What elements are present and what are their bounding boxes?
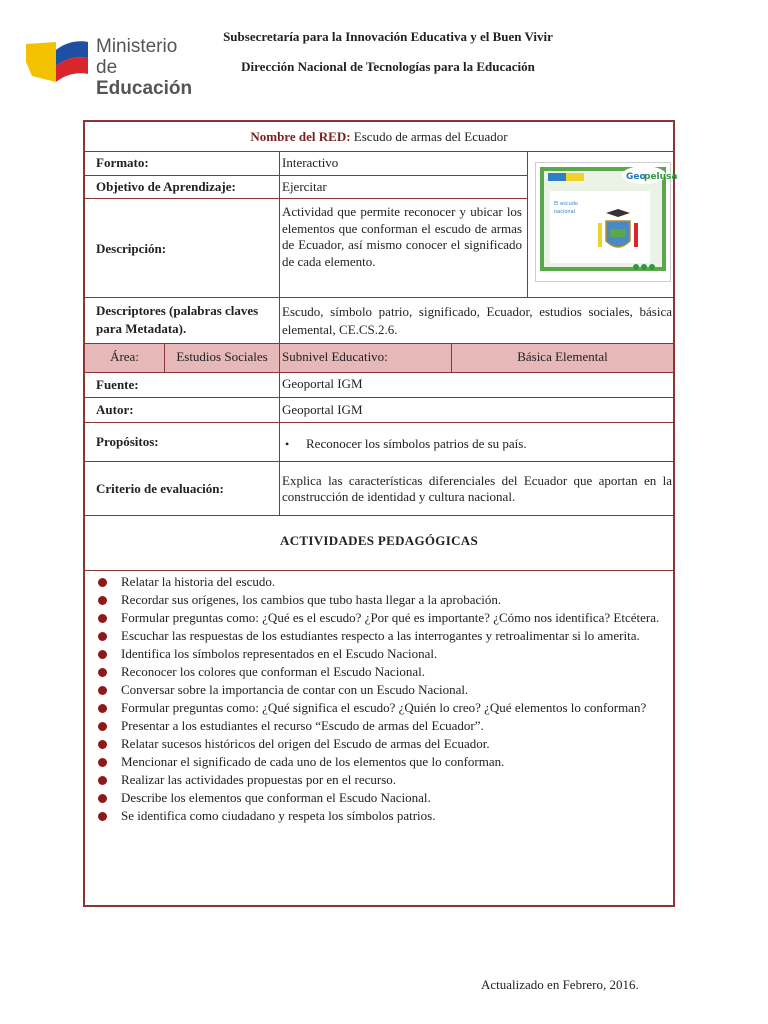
column-divider — [279, 151, 280, 515]
bullet-icon — [98, 776, 107, 785]
propositos-bullet-icon: • — [285, 437, 290, 451]
list-item: Formular preguntas como: ¿Qué es el escudo? ¿Por qué es importante? ¿Cómo nos identifica? Etcétera. — [97, 609, 671, 627]
row-divider — [85, 422, 673, 423]
row-divider — [85, 515, 673, 516]
red-name-row — [85, 122, 673, 151]
row-divider — [85, 151, 673, 152]
row-divider — [85, 397, 673, 398]
area-label: Área: — [110, 349, 139, 364]
criterio-value: Explica las características diferenciales del Ecuador que aportan en la construcción de identidad y cultura nacional. — [282, 473, 672, 504]
bullet-icon — [98, 614, 107, 623]
list-item: Formular preguntas como: ¿Qué significa el escudo? ¿Quién lo creo? ¿Qué elementos lo conforman? — [97, 699, 671, 717]
ministerio-logo — [26, 34, 201, 99]
row-divider — [85, 297, 673, 298]
bullet-icon — [98, 578, 107, 587]
fuente-label: Fuente: — [96, 377, 139, 392]
actividades-title: ACTIVIDADES PEDAGÓGICAS — [280, 533, 478, 548]
fuente-value: Geoportal IGM — [282, 376, 363, 391]
bullet-icon — [98, 668, 107, 677]
bullet-icon — [98, 704, 107, 713]
logo-line-2-prefix: de — [96, 57, 118, 78]
header-direccion: Dirección Nacional de Tecnologías para la Educación — [241, 59, 535, 74]
row-divider — [85, 461, 673, 462]
formato-label: Formato: — [96, 155, 149, 170]
list-item: Realizar las actividades propuestas por en el recurso. — [97, 771, 671, 789]
list-item: Mencionar el significado de cada uno de los elementos que lo conforman. — [97, 753, 671, 771]
bullet-icon — [98, 632, 107, 641]
bullet-icon — [98, 650, 107, 659]
descripcion-value: Actividad que permite reconocer y ubicar los elementos que conforman el escudo de armas de Ecuador, así mismo conocer el significado de cada elemento. — [282, 204, 522, 269]
logo-line-2-bold: Educación — [96, 78, 193, 99]
list-item: Identifica los símbolos representados en el Escudo Nacional. — [97, 645, 671, 663]
bullet-icon — [98, 812, 107, 821]
bullet-icon — [98, 722, 107, 731]
logo-line-1: Ministerio — [96, 36, 178, 57]
svg-text:El escudo: El escudo — [554, 201, 578, 207]
flag-logo-icon — [26, 36, 90, 84]
objetivo-value: Ejercitar — [282, 179, 327, 194]
bullet-icon — [98, 794, 107, 803]
row-divider — [85, 175, 527, 176]
red-name-value: Escudo de armas del Ecuador — [353, 129, 508, 144]
red-thumbnail — [535, 162, 678, 282]
list-item: Relatar la historia del escudo. — [97, 573, 671, 591]
autor-value: Geoportal IGM — [282, 402, 363, 417]
row-divider — [85, 198, 527, 199]
propositos-value: Reconocer los símbolos patrios de su país. — [306, 436, 527, 451]
red-name-label: Nombre del RED: — [250, 129, 351, 144]
subnivel-label: Subnivel Educativo: — [282, 349, 388, 364]
bullet-icon — [98, 596, 107, 605]
descriptores-label: Descriptores (palabras claves para Metadata). — [96, 303, 259, 336]
list-item: Describe los elementos que conforman el Escudo Nacional. — [97, 789, 671, 807]
column-divider — [527, 151, 528, 297]
row-divider — [85, 570, 673, 571]
actividades-list — [97, 573, 671, 825]
row-divider — [85, 343, 673, 344]
bullet-icon — [98, 686, 107, 695]
descriptores-value: Escudo, símbolo patrio, significado, Ecuador, estudios sociales, básica elemental, CE.CS.2.6. — [282, 304, 672, 337]
svg-text:nacional: nacional — [554, 209, 576, 215]
svg-text:pelusa: pelusa — [644, 172, 678, 182]
list-item: Escuchar las respuestas de los estudiantes respecto a las interrogantes y retroalimentar si lo amerita. — [97, 627, 671, 645]
subnivel-value: Básica Elemental — [517, 349, 608, 364]
formato-value: Interactivo — [282, 155, 339, 170]
bullet-icon — [98, 758, 107, 767]
autor-label: Autor: — [96, 402, 134, 417]
descripcion-label: Descripción: — [96, 241, 167, 256]
list-item: Relatar sucesos históricos del origen del Escudo de armas del Ecuador. — [97, 735, 671, 753]
area-value: Estudios Sociales — [176, 349, 268, 364]
list-item: Presentar a los estudiantes el recurso “Escudo de armas del Ecuador”. — [97, 717, 671, 735]
list-item: Recordar sus orígenes, los cambios que tubo hasta llegar a la aprobación. — [97, 591, 671, 609]
propositos-label: Propósitos: — [96, 434, 159, 449]
header-subsecretaria: Subsecretaría para la Innovación Educativa y el Buen Vivir — [223, 29, 553, 44]
escudo-thumbnail-image — [536, 163, 678, 281]
bullet-icon — [98, 740, 107, 749]
criterio-label: Criterio de evaluación: — [96, 481, 224, 496]
footer-updated: Actualizado en Febrero, 2016. — [481, 977, 639, 992]
list-item: Se identifica como ciudadano y respeta los símbolos patrios. — [97, 807, 671, 825]
svg-text:Geo: Geo — [626, 172, 646, 182]
list-item: Conversar sobre la importancia de contar con un Escudo Nacional. — [97, 681, 671, 699]
list-item: Reconocer los colores que conforman el Escudo Nacional. — [97, 663, 671, 681]
row-divider — [85, 372, 673, 373]
objetivo-label: Objetivo de Aprendizaje: — [96, 179, 236, 194]
